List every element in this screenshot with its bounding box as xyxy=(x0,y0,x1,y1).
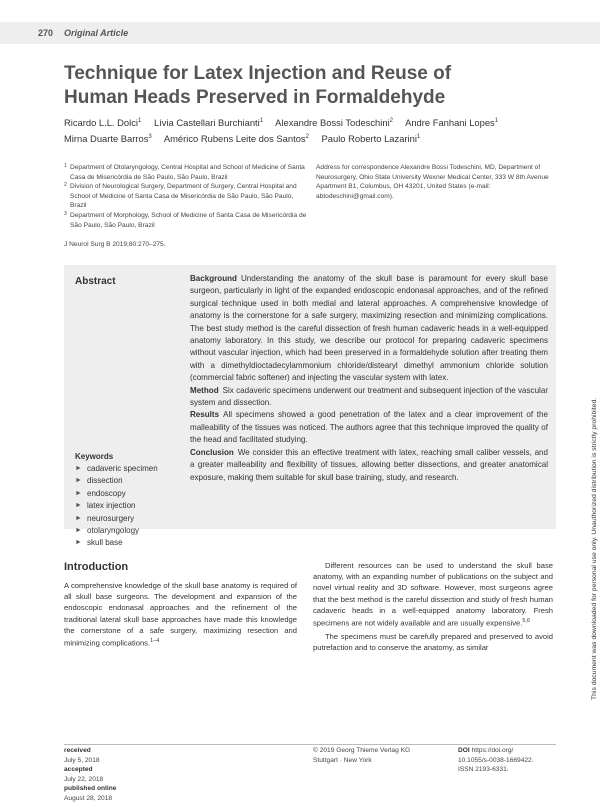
author-list xyxy=(64,114,564,146)
abstract-body xyxy=(190,273,548,484)
correspondence-address: Address for correspondence Alexandre Bossi Todeschini, MD, Department of Neurosurgery, Ohio State University Wexner Medical Center, 333 W 8th Avenue Apartment B1, Columbus, OH 43201, United States (e-mail: abtodeschini@gmail.com). xyxy=(316,164,549,200)
author: Ricardo L.L. Dolci$^1$ xyxy=(64,117,142,129)
method-label: Method xyxy=(190,385,219,395)
download-notice: This document was downloaded for personal use only. Unauthorized distribution is strictly prohibited. xyxy=(591,397,598,700)
affiliation: 1 Department of Otolaryngology, Central Hospital and School of Medicine of Santa Casa de Misericórdia de São Paulo, São Paulo, Brazil xyxy=(64,163,305,181)
arrow-right-icon: ► xyxy=(75,527,82,535)
footer-divider xyxy=(64,744,556,745)
arrow-right-icon: ► xyxy=(75,539,82,547)
results-text: All specimens showed a good penetration of the latex and a clear improvement of the malleability of the tissues was noticed. The authors agree that this technique improved the quality of the head and facilitated studying. xyxy=(190,410,548,445)
introduction-heading: Introduction xyxy=(64,561,129,573)
background-label: Background xyxy=(190,274,237,283)
arrow-right-icon: ► xyxy=(75,502,82,510)
introduction-right-column xyxy=(313,560,553,653)
affiliation: 3 Department of Morphology, School of Medicine of Santa Casa de Misericórdia de São Paulo, São Paulo, Brazil xyxy=(64,210,307,229)
copyright: © 2019 Georg Thieme Verlag KG Stuttgart · New York xyxy=(313,747,411,764)
affiliation: 2 Division of Neurological Surgery, Department of Surgery, Central Hospital and School of Medicine of Santa Casa de Misericórdia de São Paulo, São Paulo, Brazil xyxy=(64,182,297,210)
section-label: Original Article xyxy=(64,28,129,38)
author: Lívia Castellari Burchianti$^1$ xyxy=(153,117,264,129)
arrow-right-icon: ► xyxy=(75,489,82,497)
publication-dates: received July 5, 2018 accepted July 22, 2018 published online August 28, 2018 xyxy=(64,747,117,802)
results-label: Results xyxy=(190,410,220,420)
method-text: Six cadaveric specimens underwent our treatment and subsequent injection of the vascular system and dissection. xyxy=(190,385,548,408)
affiliations xyxy=(64,163,309,230)
keyword-list xyxy=(75,463,158,550)
doi-link[interactable]: https://doi.org/ xyxy=(471,747,514,754)
background-text: Understanding the anatomy of the skull base is paramount for every skull base surgeon, particularly in light of the expanded endoscopic endonasal approaches, and of the refined surgical technique used in both medial and lateral approaches. A comprehensive knowledge of anatomy is the cornerstone for a safe surgery, maximizing resection and minimizing complications. The best study method is the careful dissection of fresh human cadaveric heads in a well-equipped anatomy laboratory. In this study, we describe our protocol for preparing cadaveric specimens without vascular injection, which had been preserved in a formaldehyde solution after treating them with a dimethyldioctadecylammonium chloride/distearyl dimethyl ammonium chloride solution (commercial fabric softener) and injecting the vascular system with latex. xyxy=(190,274,548,383)
keywords-heading: Keywords xyxy=(75,452,114,461)
paragraph: A comprehensive knowledge of the skull base anatomy is required of all skull base surgeons. The development and expansion of the endoscopic endonasal approaches and the refinement of the traditional lateral skull base approaches have made this knowledge the cornerstone of a safe surgery, maximizing resection and minimizing complications.$^{1-4}$ xyxy=(64,581,297,648)
keyword-item: ► cadaveric specimen xyxy=(75,463,158,475)
author: Alexandre Bossi Todeschini$^2$ xyxy=(275,117,393,129)
reference-superscript: 5,6 xyxy=(522,618,531,625)
conclusion-text: We consider this an effective treatment with latex, reaching small caliber vessels, and a greater malleability and flexibility of tissues, allowing better dissections, and greater anatomical exposure, making them suitable for skull base training, study, and research. xyxy=(190,447,548,482)
page-number: 270 xyxy=(38,28,54,38)
keyword-item: ► skull base xyxy=(75,537,158,549)
reference-superscript: 1–4 xyxy=(150,638,160,645)
journal-citation: J Neurol Surg B 2019;80:270–275. xyxy=(64,241,166,248)
doi-block: DOI https://doi.org/ 10.1055/s-0038-1669422. ISSN 2193-6331. xyxy=(458,747,534,773)
keyword-item: ► otolaryngology xyxy=(75,525,158,537)
article-title xyxy=(64,62,544,110)
abstract-heading: Abstract xyxy=(75,276,116,287)
paragraph: The specimens must be carefully prepared and preserved to avoid putrefaction and to conserve the anatomy, as similar xyxy=(313,631,553,652)
title-line-1: Technique for Latex Injection and Reuse of xyxy=(64,63,452,84)
author: Américo Rubens Leite dos Santos$^2$ xyxy=(163,133,309,145)
introduction-left-column xyxy=(64,580,297,649)
arrow-right-icon: ► xyxy=(75,477,82,485)
author: Mirna Duarte Barros$^3$ xyxy=(64,133,152,145)
title-line-2: Human Heads Preserved in Formaldehyde xyxy=(64,87,446,108)
keyword-item: ► endoscopy xyxy=(75,488,158,500)
author: Paulo Roberto Lazarini$^1$ xyxy=(321,133,421,145)
arrow-right-icon: ► xyxy=(75,514,82,522)
author: Andre Fanhani Lopes$^1$ xyxy=(405,117,499,129)
conclusion-label: Conclusion xyxy=(190,447,234,457)
keyword-item: ► neurosurgery xyxy=(75,513,158,525)
keyword-item: ► latex injection xyxy=(75,500,158,512)
arrow-right-icon: ► xyxy=(75,465,82,472)
paragraph: Different resources can be used to understand the skull base anatomy, with an expanding number of publications on the subject and novel virtual reality and 3D software. However, most surgeons agree that the best method is the careful dissection and study of fresh human cadaveric heads in a well-equipped anatomy laboratory. Fresh specimens are not widely available and are usually expensive.$^{5,6}$ xyxy=(313,561,553,628)
keyword-item: ► dissection xyxy=(75,475,158,487)
